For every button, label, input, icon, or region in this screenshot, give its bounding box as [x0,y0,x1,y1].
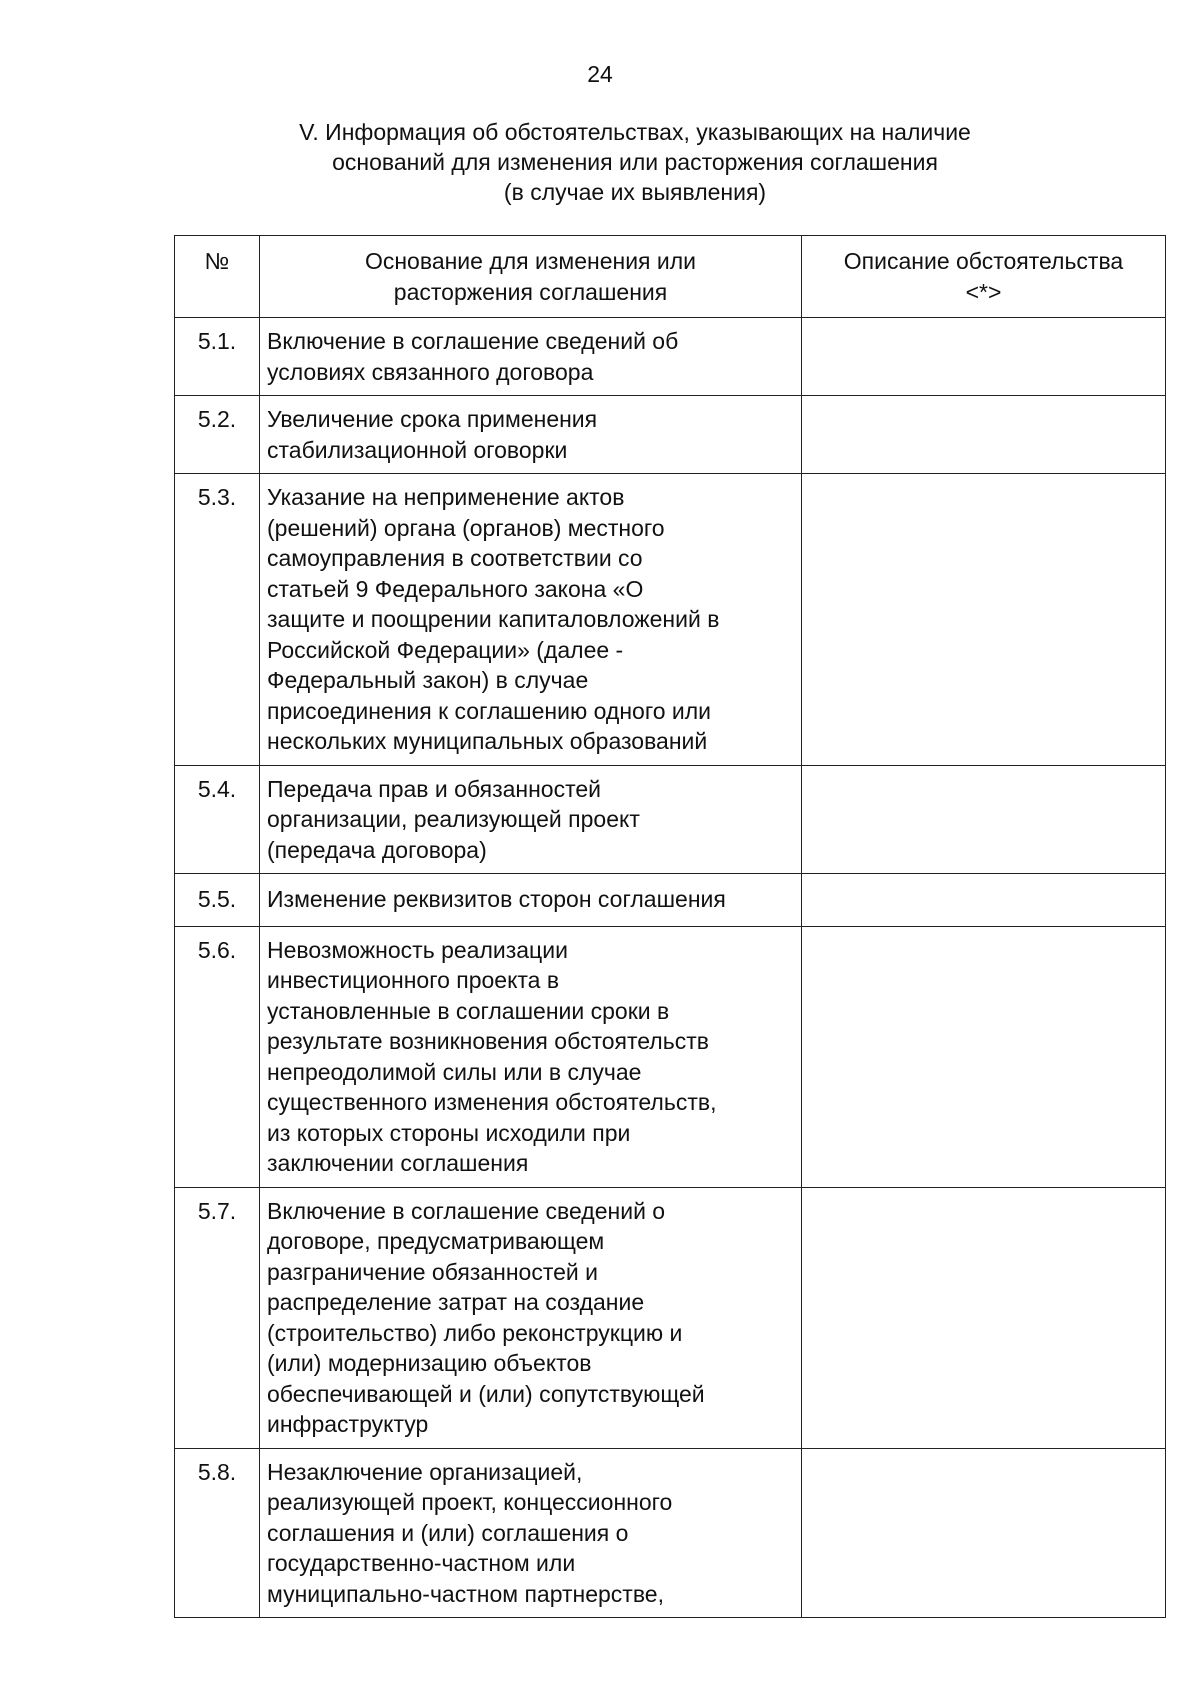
row-number: 5.5. [175,874,260,927]
table-row [175,926,1166,1187]
row-basis-line: Незаключение организацией, [267,1458,583,1485]
section-title-line: (в случае их выявления) [503,179,767,205]
row-basis [260,765,802,874]
row-basis-line: Федеральный закон) в случае [267,667,589,693]
row-basis-line: реализующей проект, концессионного [267,1489,673,1515]
row-basis-line: существенного изменения обстоятельств, [267,1089,717,1115]
table-row [175,765,1166,874]
header-basis [260,236,802,318]
row-basis [260,1448,802,1618]
page-number: 24 [587,61,613,87]
section-title-line: V. Информация об обстоятельствах, указывающих на наличие [299,119,971,145]
row-basis-line: Изменение реквизитов сторон соглашения [267,886,726,912]
row-basis-line: Увеличение срока применения [267,406,598,432]
row-basis-line: инвестиционного проекта в [267,967,560,993]
row-basis [260,474,802,766]
row-basis-line: Включение в соглашение сведений о [267,1197,666,1224]
row-basis-line: договоре, предусматривающем [267,1228,605,1254]
row-basis-line: муниципально-частном партнерстве, [267,1580,664,1607]
header-description-line: <*> [965,278,1002,305]
row-description [802,874,1166,927]
row-basis-line: условиях связанного договора [267,358,594,385]
row-basis-line: из которых стороны исходили при [267,1119,631,1146]
table-row [175,1448,1166,1618]
table-body [175,318,1166,1618]
row-basis [260,396,802,474]
section-title [200,117,1070,207]
row-basis-line: государственно-частном или [267,1550,576,1576]
row-basis-line: самоуправления в соответствии со [267,545,643,571]
header-description-line: Описание обстоятельства [843,248,1124,274]
row-basis [260,926,802,1187]
row-number: 5.6. [175,926,260,1187]
row-basis-line: результате возникновения обстоятельств [267,1028,709,1054]
table-row [175,396,1166,474]
row-description [802,1448,1166,1618]
row-basis [260,874,802,927]
row-basis-line: присоединения к соглашению одного или [267,697,711,724]
row-basis-line: Невозможность реализации [267,936,568,963]
row-description [802,926,1166,1187]
table-row [175,874,1166,927]
row-basis [260,318,802,396]
table-row [175,1187,1166,1448]
row-basis-line: Российской Федерации» (далее - [267,636,624,663]
row-number: 5.7. [175,1187,260,1448]
row-basis-line: защите и поощрении капиталовложений в [267,606,720,632]
row-description [802,318,1166,396]
row-basis-line: (строительство) либо реконструкцию и [267,1319,683,1346]
row-basis-line: обеспечивающей и (или) сопутствующей [267,1380,705,1407]
row-basis-line: (или) модернизацию объектов [267,1350,592,1376]
row-number: 5.2. [175,396,260,474]
header-basis-line: расторжения соглашения [393,278,668,305]
row-number: 5.4. [175,765,260,874]
section-title-line: оснований для изменения или расторжения соглашения [332,149,938,175]
row-description [802,474,1166,766]
row-number: 5.8. [175,1448,260,1618]
row-basis-line: Включение в соглашение сведений об [267,328,679,354]
header-description [802,236,1166,318]
row-basis-line: разграничение обязанностей и [267,1258,598,1285]
row-basis-line: распределение затрат на создание [267,1289,645,1315]
table-header-row [175,236,1166,318]
row-description [802,396,1166,474]
row-basis-line: непреодолимой силы или в случае [267,1058,642,1085]
row-basis-line: заключении соглашения [267,1150,529,1176]
row-basis-line: организации, реализующей проект [267,806,640,832]
row-number: 5.3. [175,474,260,766]
row-basis-line: нескольких муниципальных образований [267,728,708,754]
circumstances-table [174,235,1166,1618]
row-description [802,765,1166,874]
row-basis [260,1187,802,1448]
header-number-label: № [204,248,230,274]
row-basis-line: (передача договора) [267,836,487,863]
header-basis-line: Основание для изменения или [364,248,697,274]
row-basis-line: установленные в соглашении сроки в [267,997,670,1024]
table-row [175,474,1166,766]
row-basis-line: Указание на неприменение актов [267,484,625,510]
row-basis-line: статьей 9 Федерального закона «О [267,575,644,602]
row-basis-line: инфраструктур [267,1411,429,1437]
row-basis-line: стабилизационной оговорки [267,436,568,463]
header-number [175,236,260,318]
row-basis-line: Передача прав и обязанностей [267,775,602,802]
row-number: 5.1. [175,318,260,396]
table-row [175,318,1166,396]
row-description [802,1187,1166,1448]
row-basis-line: соглашения и (или) соглашения о [267,1519,629,1546]
row-basis-line: (решений) органа (органов) местного [267,514,665,541]
